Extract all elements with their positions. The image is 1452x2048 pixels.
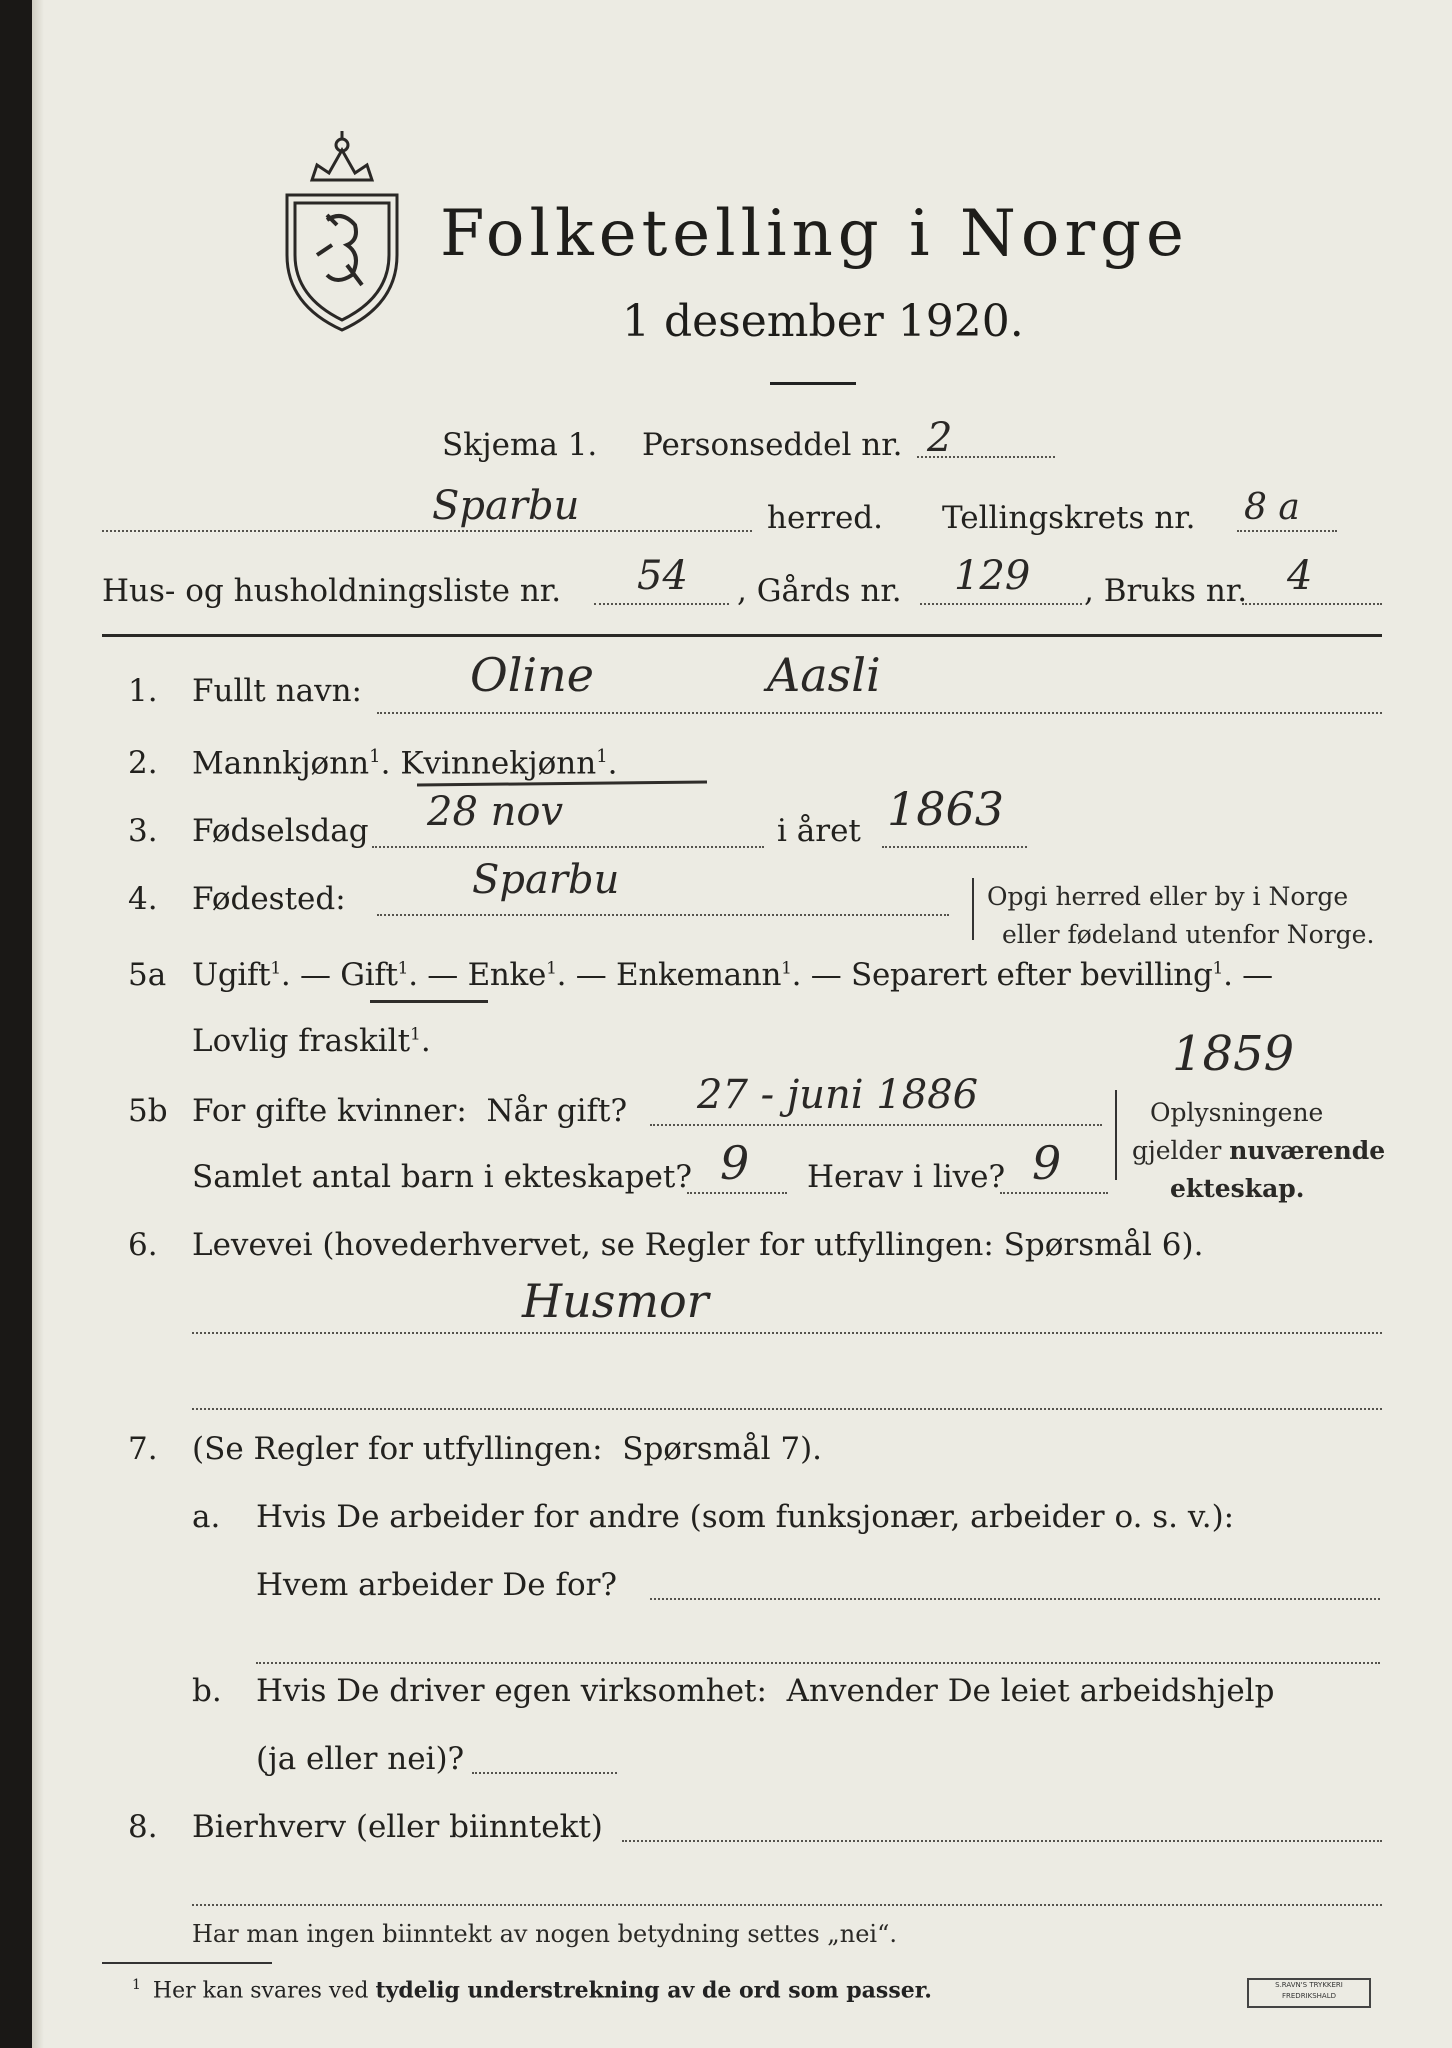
- bruks-value[interactable]: 4: [1287, 553, 1313, 599]
- q4-number: 4.: [128, 881, 158, 917]
- header-rule: [102, 634, 1382, 637]
- q2-end: .: [607, 745, 618, 782]
- personseddel-value[interactable]: 2: [927, 415, 953, 461]
- q5a-options: [192, 957, 1273, 993]
- q5b-number: 5b: [128, 1093, 168, 1129]
- herred-line: [102, 530, 752, 532]
- q1-first-name[interactable]: Oline: [470, 648, 594, 702]
- q5a-sup-5: 1: [1212, 958, 1224, 979]
- census-form-sheet: [32, 0, 1452, 2048]
- q5b-note-line3: ekteskap.: [1170, 1174, 1305, 1203]
- gards-value[interactable]: 129: [954, 553, 1031, 599]
- page-title: Folketelling i Norge: [440, 197, 1189, 271]
- q5a-sup-6: 1: [410, 1024, 421, 1045]
- q3-number: 3.: [128, 813, 158, 849]
- nei-note: Har man ingen biinntekt av nogen betydning settes „nei“.: [192, 1920, 897, 1948]
- q5b-married-line: [650, 1124, 1102, 1126]
- q5a-fraskilt-row: [192, 1023, 431, 1059]
- q7a-line-1: [650, 1598, 1380, 1600]
- hus-line: [594, 603, 729, 605]
- q5b-note-line2: [1132, 1138, 1385, 1163]
- q7b-letter: b.: [192, 1673, 222, 1709]
- tellingskrets-label: Tellingskrets nr.: [942, 500, 1196, 536]
- q2-sup-a: 1: [369, 746, 381, 767]
- q5a-dash-5: . —: [1223, 957, 1273, 993]
- q2-sex-options: [192, 745, 618, 782]
- tellingskrets-line: [1237, 530, 1337, 532]
- norwegian-coat-of-arms-icon: [267, 125, 417, 335]
- q5b-live-label: Herav i live?: [807, 1159, 1006, 1195]
- q5a-gift[interactable]: Gift: [340, 957, 398, 993]
- q4-brace: [972, 878, 980, 940]
- personseddel-label: Personseddel nr.: [642, 427, 903, 463]
- q8-label: Bierhverv (eller biinntekt): [192, 1809, 603, 1845]
- q5a-sup-3: 1: [546, 958, 557, 979]
- herred-value[interactable]: Sparbu: [432, 483, 580, 529]
- hus-label: Hus- og husholdningsliste nr.: [102, 573, 562, 609]
- q5b-note-bold: nuværende: [1229, 1136, 1386, 1165]
- q7a-sub: Hvem arbeider De for?: [256, 1567, 618, 1603]
- q8-number: 8.: [128, 1809, 158, 1845]
- q5b-barn-label: Samlet antal barn i ekteskapet?: [192, 1159, 692, 1195]
- q5a-sup-4: 1: [781, 958, 792, 979]
- q2-number: 2.: [128, 745, 158, 781]
- q2-male-option[interactable]: Mannkjønn: [192, 745, 370, 782]
- q7-label: (Se Regler for utfyllingen: Spørsmål 7).: [192, 1431, 823, 1467]
- q5a-end: .: [420, 1023, 431, 1059]
- gards-label: , Gårds nr.: [737, 573, 902, 609]
- q5a-enke[interactable]: Enke: [467, 957, 547, 993]
- q5a-separert[interactable]: Separert efter bevilling: [851, 957, 1213, 993]
- bruks-line: [1242, 603, 1382, 605]
- q5b-note-gjelder: gjelder: [1132, 1136, 1230, 1165]
- q5b-barn-value[interactable]: 9: [720, 1136, 750, 1190]
- q1-number: 1.: [128, 673, 158, 709]
- q5a-enkemann[interactable]: Enkemann: [616, 957, 782, 993]
- q8-line-1: [622, 1840, 1382, 1842]
- q4-label: Fødested:: [192, 881, 346, 917]
- footnote-number: 1: [132, 1977, 141, 1993]
- q7a-letter: a.: [192, 1499, 221, 1535]
- q4-value[interactable]: Sparbu: [472, 857, 620, 903]
- q7b-sub: (ja eller nei)?: [256, 1741, 465, 1777]
- q5a-dash-1: . —: [280, 957, 331, 993]
- q2-female-option[interactable]: Kvinnekjønn: [400, 745, 597, 782]
- q5b-note-line1: Oplysningene: [1150, 1098, 1324, 1127]
- q5b-live-line: [1000, 1192, 1108, 1194]
- q5a-dash-4: . —: [791, 957, 842, 993]
- q5b-margin-year[interactable]: 1859: [1172, 1026, 1295, 1082]
- q8-line-2: [192, 1904, 1382, 1906]
- q3-year-label: i året: [777, 813, 861, 849]
- hus-value[interactable]: 54: [637, 553, 688, 599]
- q6-line-1: [192, 1332, 1382, 1334]
- q5b-married-value[interactable]: 27 - juni 1886: [697, 1072, 979, 1118]
- q7b-text: Hvis De driver egen virksomhet: Anvender De leiet arbeidshjelp: [256, 1673, 1275, 1709]
- q5a-ugift[interactable]: Ugift: [192, 957, 271, 993]
- q5b-brace: [1115, 1090, 1123, 1180]
- footnote-bold: tydelig understrekning av de ord som passer.: [375, 1977, 932, 2004]
- footnote: [132, 1978, 932, 2002]
- printer-city: FREDRIKSHALD: [1281, 1992, 1336, 2000]
- q1-label: Fullt navn:: [192, 673, 362, 709]
- q6-number: 6.: [128, 1227, 158, 1263]
- q3-line: [372, 846, 764, 848]
- q4-note-line1: Opgi herred eller by i Norge: [987, 882, 1349, 911]
- q5a-sup-2: 1: [397, 958, 409, 979]
- q5a-dash-3: . —: [556, 957, 607, 993]
- q2-female-underline: [417, 780, 707, 786]
- q2-sep: .: [380, 745, 401, 782]
- q5a-gift-underline: [370, 1000, 488, 1003]
- printer-name: S.RAVN'S TRYKKERI: [1275, 1981, 1343, 1989]
- q3-label: Fødselsdag: [192, 813, 369, 849]
- q1-last-name[interactable]: Aasli: [767, 648, 881, 702]
- q5a-number: 5a: [128, 957, 167, 993]
- footnote-rule: [102, 1962, 272, 1964]
- q5b-label: For gifte kvinner: Når gift?: [192, 1093, 628, 1129]
- q7a-text: Hvis De arbeider for andre (som funksjonær, arbeider o. s. v.):: [256, 1499, 1235, 1535]
- q5b-live-value[interactable]: 9: [1032, 1136, 1062, 1190]
- skjema-label: Skjema 1.: [442, 427, 598, 463]
- q3-year-value[interactable]: 1863: [887, 782, 1005, 836]
- gards-line: [920, 603, 1082, 605]
- title-divider: [770, 382, 856, 385]
- printer-stamp: [1247, 1978, 1371, 2008]
- bruks-label: , Bruks nr.: [1084, 573, 1248, 609]
- q7b-line: [472, 1772, 617, 1774]
- q3-year-line: [882, 846, 1027, 848]
- herred-label: herred.: [767, 500, 883, 536]
- q7a-line-2: [256, 1662, 1380, 1664]
- census-date: 1 desember 1920.: [622, 296, 1024, 347]
- q6-value[interactable]: Husmor: [522, 1274, 709, 1328]
- q5a-fraskilt[interactable]: Lovlig fraskilt: [192, 1023, 411, 1059]
- tellingskrets-value[interactable]: 8 a: [1244, 487, 1300, 528]
- q5a-dash-2: . —: [408, 957, 458, 993]
- q7-number: 7.: [128, 1431, 158, 1467]
- q3-day-value[interactable]: 28 nov: [427, 789, 564, 835]
- footnote-text: Her kan svares ved: [152, 1978, 376, 2004]
- q6-label: Levevei (hovederhvervet, se Regler for utfyllingen: Spørsmål 6).: [192, 1227, 1204, 1263]
- q4-note-line2: eller fødeland utenfor Norge.: [1002, 920, 1375, 949]
- q2-sup-b: 1: [596, 746, 608, 767]
- q4-line: [377, 914, 949, 916]
- q1-line: [377, 712, 1382, 714]
- q6-line-2: [192, 1408, 1382, 1410]
- q5b-barn-line: [687, 1192, 787, 1194]
- q5a-sup-1: 1: [270, 958, 281, 979]
